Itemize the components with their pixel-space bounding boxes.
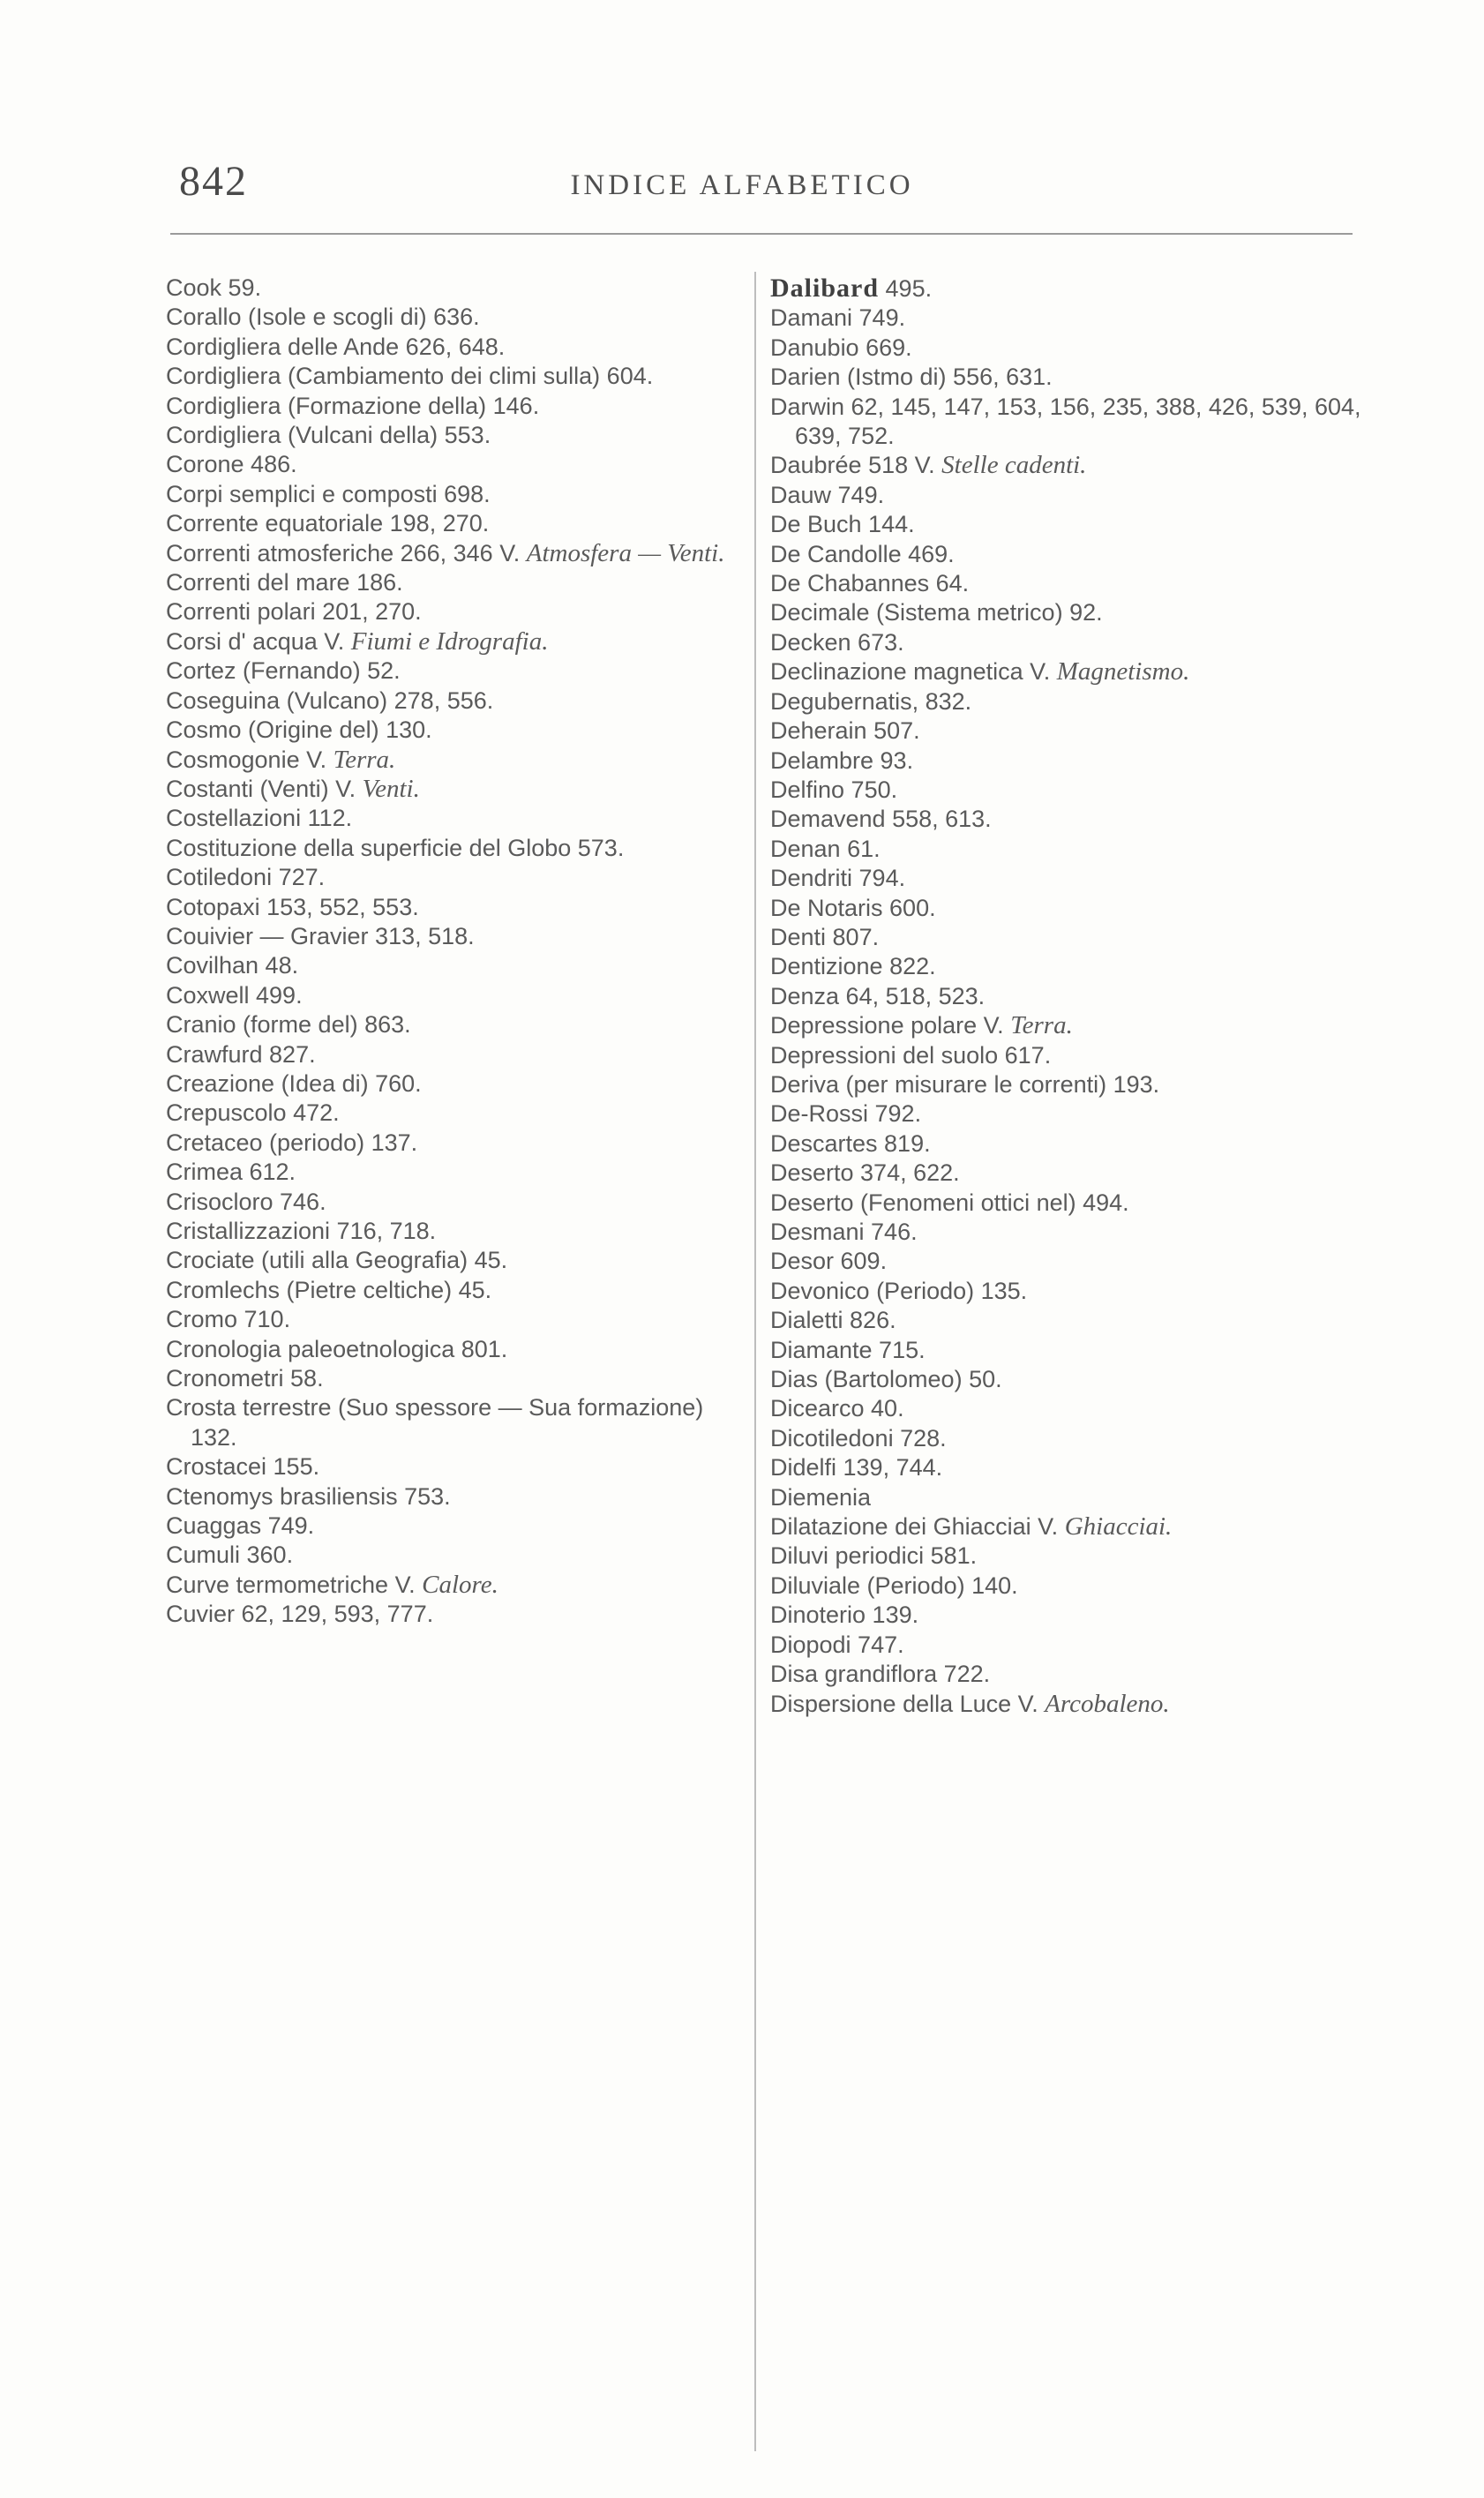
index-entry-cross-reference: Atmosfera — Venti. <box>526 538 725 567</box>
index-entry <box>770 923 1361 952</box>
index-entry-text: Cordigliera (Cambiamento dei climi sulla) 604. <box>166 363 654 390</box>
index-entry-text: Dias (Bartolomeo) 50. <box>770 1366 1002 1393</box>
index-entry-cross-reference: Terra. <box>333 745 396 774</box>
index-entry-text: Diluvi periodici 581. <box>770 1542 978 1570</box>
index-entry <box>770 657 1361 686</box>
index-entry <box>770 1572 1361 1601</box>
index-entry <box>166 450 739 479</box>
index-entry <box>166 1541 739 1570</box>
index-entry <box>770 481 1361 510</box>
index-entry-text: Depressioni del suolo 617. <box>770 1041 1052 1069</box>
index-entry <box>166 539 739 568</box>
index-entry-text: De Chabannes 64. <box>770 570 970 597</box>
index-entry <box>770 598 1361 627</box>
index-entry <box>770 274 1361 304</box>
index-entry-text: Depressione polare V. <box>770 1012 1011 1039</box>
index-entry-text: Desmani 746. <box>770 1219 918 1245</box>
index-entry <box>166 1335 739 1364</box>
index-entry <box>770 1631 1361 1660</box>
index-entry-text: Degubernatis, 832. <box>770 687 972 715</box>
page-number: 842 <box>179 158 248 205</box>
index-entry <box>166 716 739 745</box>
index-entry <box>166 951 739 980</box>
index-entry-text: Dendriti 794. <box>770 865 906 892</box>
index-entry-text: Diluviale (Periodo) 140. <box>770 1572 1018 1599</box>
index-entry <box>770 982 1361 1011</box>
index-entry <box>770 628 1361 657</box>
index-entry <box>166 480 739 509</box>
index-entry-text: Daubrée 518 V. <box>770 452 942 479</box>
index-entry-text: Demavend 558, 613. <box>770 806 992 833</box>
index-entry-text: Damani 749. <box>770 304 906 332</box>
index-entry <box>166 362 739 391</box>
index-entry-cross-reference: Stelle cadenti. <box>941 451 1087 480</box>
index-entry <box>770 952 1361 981</box>
index-entry-text: Desor 609. <box>770 1248 888 1275</box>
index-entry <box>166 981 739 1010</box>
index-entry-cross-reference: Calore. <box>422 1570 498 1599</box>
index-entry-text: Costanti (Venti) V. <box>166 775 363 802</box>
index-entry <box>166 834 739 863</box>
index-entry <box>166 656 739 686</box>
index-entry-text: Deriva (per misurare le correnti) 193. <box>770 1070 1160 1098</box>
index-entry <box>770 1159 1361 1188</box>
index-entry-text: Corallo (Isole e scogli di) 636. <box>166 304 480 331</box>
index-entry <box>770 835 1361 864</box>
index-entry <box>166 893 739 922</box>
index-entry-text: Corrente equatoriale 198, 270. <box>166 510 490 537</box>
index-entry <box>166 1129 739 1158</box>
index-entry-text: Curve termometriche V. <box>166 1571 423 1598</box>
index-entry-text: Diemenia <box>770 1483 872 1511</box>
index-entry <box>166 1246 739 1275</box>
index-entry-text: 495. <box>879 275 933 302</box>
index-entry <box>166 1217 739 1246</box>
index-entry-text: Dicearco 40. <box>770 1395 904 1422</box>
index-entry-text: Dentizione 822. <box>770 953 936 980</box>
index-entry <box>166 1010 739 1039</box>
index-entry <box>166 1512 739 1541</box>
column-divider <box>754 272 756 2451</box>
index-entry-text: Corsi d' acqua V. <box>166 627 351 655</box>
index-entry-text: Cotiledoni 727. <box>166 864 326 891</box>
index-entry-text: Darwin 62, 145, 147, 153, 156, 235, 388, 426, 539, 604, 639, 752. <box>770 393 1361 450</box>
index-entry-text: Cordigliera (Formazione della) 146. <box>166 392 540 419</box>
index-entry-text: Dinoterio 139. <box>770 1602 919 1629</box>
index-entry-text: Deserto 374, 622. <box>770 1159 960 1187</box>
index-entry-text: De Notaris 600. <box>770 894 936 921</box>
index-entry <box>166 509 739 538</box>
index-entry <box>770 1424 1361 1453</box>
index-entry-text: Cranio (forme del) 863. <box>166 1011 411 1039</box>
index-entry-text: Deserto (Fenomeni ottici nel) 494. <box>770 1189 1129 1216</box>
index-entry-text: Covilhan 48. <box>166 952 299 979</box>
index-entry-text: Cumuli 360. <box>166 1542 294 1569</box>
index-entry-text: Dauw 749. <box>770 481 885 508</box>
index-entry-text: Correnti del mare 186. <box>166 569 403 596</box>
index-entry-text: Cristallizzazioni 716, 718. <box>166 1218 437 1244</box>
index-entry-text: De-Rossi 792. <box>770 1100 922 1128</box>
index-entry <box>770 1306 1361 1335</box>
index-entry <box>166 1600 739 1629</box>
index-entry-heading: Dalibard <box>770 274 880 303</box>
index-entry <box>166 1099 739 1128</box>
index-entry <box>770 716 1361 746</box>
index-entry-text: Cook 59. <box>166 274 262 301</box>
index-entry <box>166 333 739 362</box>
index-entry <box>166 303 739 332</box>
index-entry <box>770 1601 1361 1630</box>
index-entry <box>770 451 1361 480</box>
index-entry <box>770 1453 1361 1482</box>
running-title: INDICE ALFABETICO <box>570 169 914 201</box>
index-entry <box>166 392 739 421</box>
index-entry-text: Cortez (Fernando) 52. <box>166 657 401 685</box>
index-entry <box>770 334 1361 363</box>
index-entry <box>166 1393 739 1452</box>
index-entry <box>770 363 1361 392</box>
index-entry <box>166 568 739 597</box>
index-entry <box>770 1542 1361 1571</box>
index-entry-text: Delfino 750. <box>770 776 898 803</box>
index-entry-text: Dialetti 826. <box>770 1307 896 1334</box>
index-entry-text: Cosmogonie V. <box>166 746 334 773</box>
index-entry <box>166 1069 739 1099</box>
index-entry-cross-reference: Venti. <box>362 774 420 803</box>
index-entry <box>770 1189 1361 1218</box>
index-entry-text: Denti 807. <box>770 923 880 950</box>
index-entry <box>166 274 739 303</box>
index-entry <box>770 1394 1361 1423</box>
index-entry-text: Corpi semplici e composti 698. <box>166 480 491 507</box>
index-entry-text: Crostacei 155. <box>166 1453 320 1481</box>
index-column-left <box>166 274 739 1630</box>
index-entry-text: Cuvier 62, 129, 593, 777. <box>166 1601 434 1628</box>
header-rule <box>170 233 1353 235</box>
index-entry <box>770 540 1361 569</box>
index-entry <box>166 1364 739 1393</box>
index-entry-text: Cordigliera delle Ande 626, 648. <box>166 333 506 360</box>
index-entry-text: Didelfi 139, 744. <box>770 1454 943 1482</box>
index-entry-text: De Buch 144. <box>770 511 915 538</box>
index-entry <box>166 1276 739 1305</box>
index-entry-text: Costituzione della superficie del Globo 573. <box>166 834 625 861</box>
index-entry-text: Costellazioni 112. <box>166 805 353 832</box>
index-entry <box>770 1011 1361 1040</box>
index-entry <box>166 627 739 656</box>
index-entry-text: Cromlechs (Pietre celtiche) 45. <box>166 1276 492 1303</box>
index-entry <box>770 1099 1361 1129</box>
index-entry <box>166 1452 739 1482</box>
index-entry-text: Cromo 710. <box>166 1306 291 1333</box>
index-entry-text: Crosta terrestre (Suo spessore — Sua formazione) 132. <box>166 1394 704 1451</box>
index-entry <box>770 864 1361 893</box>
index-entry-cross-reference: Terra. <box>1010 1011 1073 1040</box>
index-entry <box>770 894 1361 923</box>
index-entry <box>166 746 739 775</box>
index-entry <box>166 1482 739 1512</box>
index-entry <box>770 1336 1361 1365</box>
index-entry-text: Dispersione della Luce V. <box>770 1690 1046 1717</box>
index-entry-text: Denza 64, 518, 523. <box>770 982 986 1009</box>
index-entry-text: Correnti atmosferiche 266, 346 V. <box>166 539 527 566</box>
index-entry <box>166 1040 739 1069</box>
index-entry <box>166 1571 739 1600</box>
index-entry-text: Descartes 819. <box>770 1129 931 1157</box>
index-entry-text: Decken 673. <box>770 628 904 656</box>
index-entry <box>770 746 1361 776</box>
index-entry <box>770 393 1361 452</box>
index-entry-text: Dilatazione dei Ghiacciai V. <box>770 1513 1065 1541</box>
page-header <box>0 0 1484 229</box>
index-entry <box>166 1188 739 1217</box>
index-entry <box>770 1365 1361 1394</box>
index-entry-text: Cronologia paleoetnologica 801. <box>166 1335 508 1362</box>
index-entry-text: Correnti polari 201, 270. <box>166 598 422 626</box>
index-entry-text: Cosmo (Origine del) 130. <box>166 716 432 744</box>
index-entry <box>770 776 1361 805</box>
index-entry <box>166 775 739 804</box>
index-entry <box>770 1247 1361 1276</box>
index-entry-text: Crawfurd 827. <box>166 1040 316 1068</box>
index-entry-cross-reference: Arcobaleno. <box>1045 1689 1170 1718</box>
index-entry <box>770 1690 1361 1719</box>
index-entry-text: Declinazione magnetica V. <box>770 658 1057 686</box>
index-entry-text: Couivier — Gravier 313, 518. <box>166 922 475 949</box>
index-entry-text: Cronometri 58. <box>166 1365 324 1392</box>
index-entry <box>770 1277 1361 1306</box>
index-entry <box>770 569 1361 598</box>
index-entry <box>166 922 739 951</box>
index-entry <box>166 597 739 626</box>
index-entry-text: Devonico (Periodo) 135. <box>770 1277 1028 1304</box>
index-entry-text: Coxwell 499. <box>166 981 303 1009</box>
index-entry-text: Coseguina (Vulcano) 278, 556. <box>166 686 494 714</box>
index-entry <box>166 1158 739 1187</box>
index-entry <box>770 1129 1361 1159</box>
index-entry-text: Crimea 612. <box>166 1159 296 1186</box>
index-entry <box>770 304 1361 333</box>
index-entry <box>770 1512 1361 1542</box>
index-entry-text: Crepuscolo 472. <box>166 1099 340 1127</box>
index-column-right <box>770 274 1361 1719</box>
index-entry <box>770 687 1361 716</box>
index-entry-text: Delambre 93. <box>770 746 914 774</box>
index-entry-text: Danubio 669. <box>770 334 912 361</box>
index-entry <box>166 863 739 892</box>
index-entry <box>770 1660 1361 1689</box>
index-entry-text: Diamante 715. <box>770 1336 926 1363</box>
index-entry-text: Disa grandiflora 722. <box>770 1661 991 1688</box>
index-entry-text: Cordigliera (Vulcani della) 553. <box>166 422 491 449</box>
index-entry-cross-reference: Fiumi e Idrografia. <box>350 626 549 656</box>
index-entry-text: Denan 61. <box>770 835 881 862</box>
index-entry <box>770 1483 1361 1512</box>
index-entry-text: Crociate (utili alla Geografia) 45. <box>166 1247 508 1274</box>
index-entry-text: Ctenomys brasiliensis 753. <box>166 1482 451 1510</box>
index-entry <box>770 1070 1361 1099</box>
index-entry-text: Darien (Istmo di) 556, 631. <box>770 364 1053 391</box>
index-entry-text: Cretaceo (periodo) 137. <box>166 1129 418 1156</box>
index-entry <box>166 1305 739 1334</box>
index-entry-text: Creazione (Idea di) 760. <box>166 1069 422 1097</box>
index-entry-text: Decimale (Sistema metrico) 92. <box>770 599 1103 626</box>
index-entry <box>166 804 739 833</box>
index-entry-text: Cuaggas 749. <box>166 1512 315 1540</box>
index-entry-text: Deherain 507. <box>770 717 920 745</box>
index-entry <box>770 1041 1361 1070</box>
index-entry-cross-reference: Magnetismo. <box>1056 657 1190 686</box>
index-entry <box>166 686 739 716</box>
index-entry <box>770 510 1361 539</box>
index-entry-text: Diopodi 747. <box>770 1631 904 1658</box>
index-entry <box>770 1218 1361 1247</box>
index-entry-text: Crisocloro 746. <box>166 1188 326 1215</box>
index-entry-text: Dicotiledoni 728. <box>770 1424 947 1452</box>
index-entry <box>770 805 1361 834</box>
index-entry-text: De Candolle 469. <box>770 540 955 567</box>
index-entry <box>166 421 739 450</box>
index-entry-text: Corone 486. <box>166 451 297 478</box>
index-entry-cross-reference: Ghiacciai. <box>1064 1512 1173 1542</box>
index-entry-text: Cotopaxi 153, 552, 553. <box>166 893 419 920</box>
